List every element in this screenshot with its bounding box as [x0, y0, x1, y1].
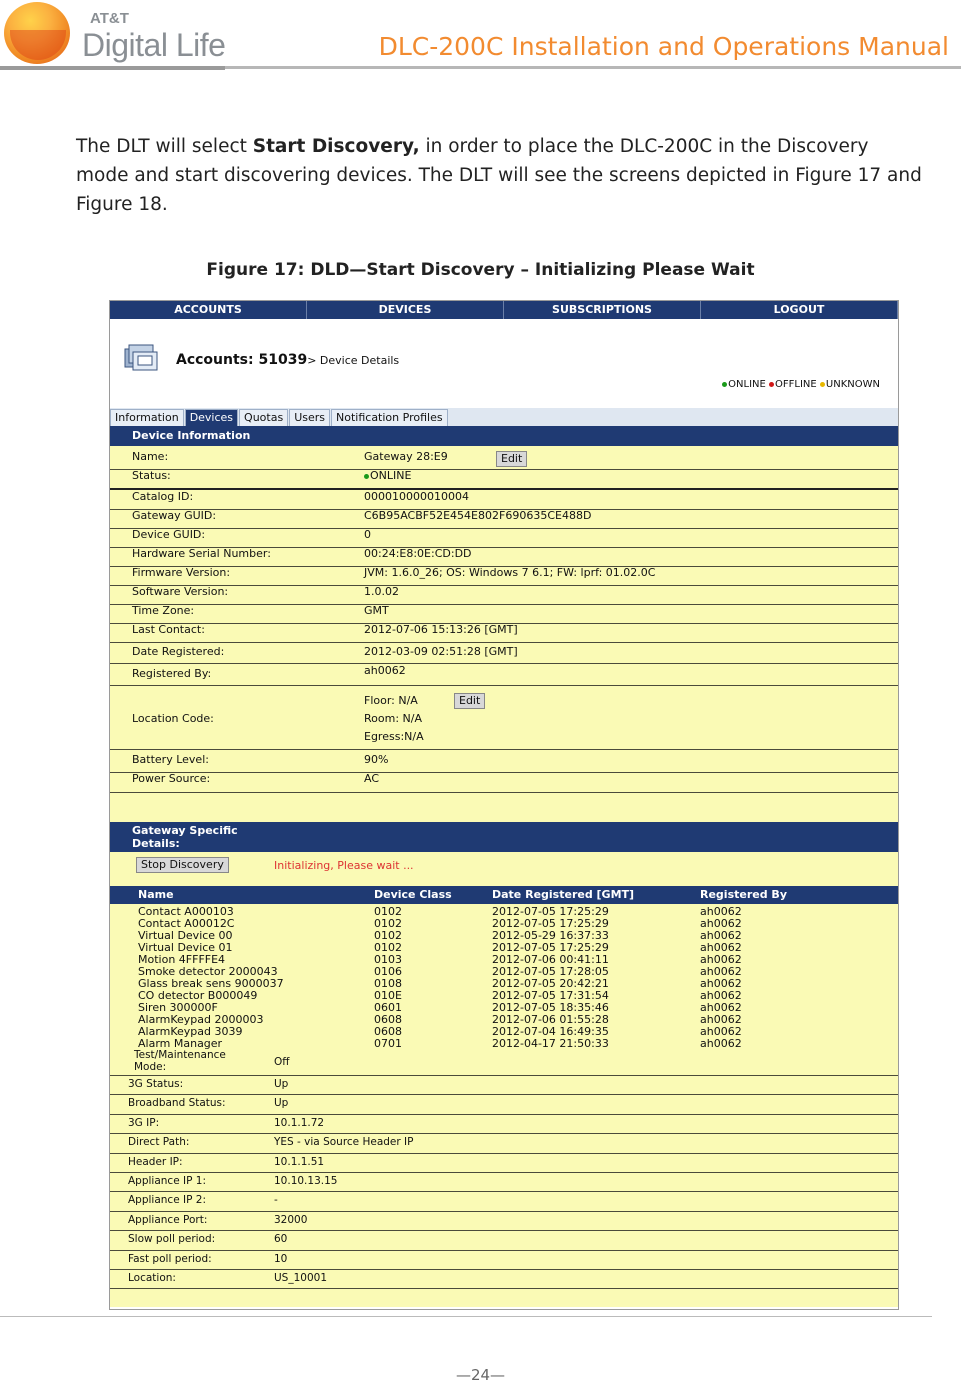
gateway-field-row	[110, 1269, 898, 1289]
att-globe-logo-icon	[4, 2, 70, 64]
field-row	[110, 450, 898, 470]
para-text-post: in order to place the DLC-200C in the Discovery mode and start discovering devices. The DLT will see the screens depicted in Figure 17 and Figure 18.	[76, 136, 922, 215]
registered-by: ah0062	[700, 989, 742, 1002]
registered-by: ah0062	[700, 917, 742, 930]
field-label: Time Zone:	[132, 604, 195, 617]
gateway-field-value: Off	[274, 1056, 290, 1068]
field-label: Software Version:	[132, 585, 229, 598]
gateway-field-label: 3G IP:	[128, 1116, 160, 1129]
gateway-field-value: 10.1.1.51	[274, 1155, 325, 1168]
gateway-field-value: 10	[274, 1252, 288, 1265]
device-name: Alarm Manager	[138, 1037, 223, 1050]
field-value: 00:24:E8:0E:CD:DD	[364, 547, 472, 560]
date-registered: 2012-07-05 17:31:54	[492, 989, 609, 1002]
gateway-field-value: 10.10.13.15	[274, 1175, 338, 1187]
gateway-field-row	[110, 1250, 898, 1270]
field-value: 2012-03-09 02:51:28 [GMT]	[364, 645, 518, 658]
tab-notification-profiles[interactable]: Notification Profiles	[331, 409, 448, 426]
field-label: Catalog ID:	[132, 490, 194, 503]
field-label: Registered By:	[132, 667, 212, 680]
device-class: 0102	[374, 905, 402, 918]
registered-by: ah0062	[700, 977, 742, 990]
nav-devices[interactable]: DEVICES	[307, 301, 504, 319]
gateway-field-row	[110, 1211, 898, 1231]
date-registered: 2012-07-05 17:25:29	[492, 941, 609, 954]
device-info-header	[110, 426, 898, 446]
device-class: 0106	[374, 965, 402, 978]
field-label: Date Registered:	[132, 645, 225, 658]
col-registered-by[interactable]: Registered By	[700, 888, 787, 901]
registered-by: ah0062	[700, 1013, 742, 1026]
location-egress: Egress:N/A	[364, 730, 424, 743]
gateway-field-label: Appliance IP 2:	[128, 1194, 206, 1207]
field-row	[110, 585, 898, 605]
device-name: Virtual Device 01	[138, 941, 233, 954]
date-registered: 2012-07-06 00:41:11	[492, 953, 609, 966]
gateway-field-row	[110, 1075, 898, 1095]
power-value: AC	[364, 772, 380, 785]
gateway-field-row	[110, 1094, 898, 1114]
offline-dot-icon	[769, 382, 774, 387]
field-label: Power Source:	[132, 772, 211, 785]
field-row	[110, 663, 898, 686]
location-room: Room: N/A	[364, 712, 422, 725]
gateway-field-value: YES - via Source Header IP	[274, 1136, 414, 1149]
tab-quotas[interactable]: Quotas	[239, 409, 288, 426]
nav-accounts[interactable]: ACCOUNTS	[110, 301, 307, 319]
gateway-field-value: Up	[274, 1078, 289, 1090]
legend-online: ONLINE	[728, 379, 766, 390]
location-row	[110, 685, 898, 750]
body-paragraph	[76, 132, 926, 219]
date-registered: 2012-07-04 16:49:35	[492, 1025, 609, 1038]
edit-name-button[interactable]: Edit	[496, 451, 527, 467]
date-registered: 2012-05-29 16:37:33	[492, 929, 609, 942]
tab-users[interactable]: Users	[289, 409, 330, 426]
field-value: 000010000010004	[364, 490, 469, 503]
field-value: JVM: 1.6.0_26; OS: Windows 7 6.1; FW: lprf: 01.02.0C	[364, 566, 656, 579]
device-class: 010E	[374, 989, 402, 1002]
date-registered: 2012-07-05 17:28:05	[492, 965, 609, 978]
device-class: 0608	[374, 1013, 402, 1026]
registered-by: ah0062	[700, 1025, 742, 1038]
gateway-field-row	[110, 1191, 898, 1211]
device-name: Motion 4FFFFE4	[138, 953, 226, 966]
document-title: DLC-200C Installation and Operations Manual	[378, 32, 949, 61]
registered-by: ah0062	[700, 941, 742, 954]
field-label: Firmware Version:	[132, 566, 231, 579]
field-label: Gateway GUID:	[132, 509, 217, 522]
edit-location-button[interactable]: Edit	[454, 693, 485, 709]
device-class: 0102	[374, 917, 402, 930]
accounts-title	[176, 352, 399, 368]
gateway-field-row	[110, 1133, 898, 1153]
brand-top: AT&T	[90, 10, 129, 27]
status-text: ONLINE	[370, 469, 412, 482]
date-registered: 2012-07-06 01:55:28	[492, 1013, 609, 1026]
field-value: ah0062	[364, 664, 406, 677]
footer-divider	[0, 1316, 932, 1317]
col-name[interactable]: Name	[138, 888, 174, 901]
field-value: C6B95ACBF52E454E802F690635CE488D	[364, 509, 592, 522]
field-value: 1.0.02	[364, 585, 399, 598]
col-device-class[interactable]: Device Class	[374, 888, 452, 901]
gateway-field-value: 60	[274, 1233, 288, 1246]
field-label: Hardware Serial Number:	[132, 547, 271, 560]
gateway-field-row	[110, 1172, 898, 1192]
gateway-field-row	[110, 1049, 898, 1076]
registered-by: ah0062	[700, 965, 742, 978]
gateway-field-label: Header IP:	[128, 1155, 183, 1168]
field-row	[110, 772, 898, 793]
accounts-number: Accounts: 51039	[176, 352, 308, 368]
device-stack-icon	[124, 343, 158, 371]
account-header	[110, 319, 898, 409]
device-name: Siren 300000F	[138, 1001, 218, 1014]
device-class: 0102	[374, 941, 402, 954]
figure-caption: Figure 17: DLD—Start Discovery – Initializing Please Wait	[206, 260, 755, 280]
gateway-field-label: Slow poll period:	[128, 1233, 216, 1246]
field-label: Device GUID:	[132, 528, 206, 541]
online-dot-icon	[364, 474, 369, 479]
device-name: AlarmKeypad 2000003	[138, 1013, 264, 1026]
gateway-title: Gateway Specific Details:	[132, 824, 238, 850]
field-row	[110, 547, 898, 567]
date-registered: 2012-07-05 17:25:29	[492, 917, 609, 930]
field-row	[110, 753, 898, 773]
device-name: CO detector B000049	[138, 989, 258, 1002]
field-row	[110, 469, 898, 490]
battery-value: 90%	[364, 753, 389, 766]
field-label: Last Contact:	[132, 623, 205, 636]
gateway-field-value: US_10001	[274, 1272, 328, 1284]
device-class: 0108	[374, 977, 402, 990]
field-value: Gateway 28:E9	[364, 450, 448, 463]
field-row	[110, 642, 898, 664]
field-value: 2012-07-06 15:13:26 [GMT]	[364, 623, 518, 636]
gateway-field-value: -	[274, 1194, 278, 1207]
top-nav	[110, 301, 898, 319]
device-name: Virtual Device 00	[138, 929, 233, 942]
online-dot-icon	[722, 382, 727, 387]
breadcrumb[interactable]: > Device Details	[307, 354, 400, 367]
field-value: 0	[364, 528, 371, 541]
discovery-status: Initializing, Please wait ...	[274, 859, 414, 872]
tab-devices[interactable]: Devices	[185, 409, 238, 426]
status-legend	[722, 379, 880, 390]
device-class: 0103	[374, 953, 402, 966]
header-divider-accent	[0, 66, 225, 70]
legend-unknown: UNKNOWN	[825, 379, 880, 390]
registered-by: ah0062	[700, 929, 742, 942]
figure-screenshot	[109, 300, 899, 1310]
gateway-field-label: Location:	[128, 1272, 176, 1284]
unknown-dot-icon	[820, 382, 825, 387]
device-class: 0102	[374, 929, 402, 942]
gateway-field-row	[110, 1114, 898, 1134]
col-date-registered[interactable]: Date Registered [GMT]	[492, 888, 635, 901]
registered-by: ah0062	[700, 1037, 742, 1050]
location-floor: Floor: N/A	[364, 694, 418, 707]
device-name: AlarmKeypad 3039	[138, 1025, 243, 1038]
field-row	[110, 623, 898, 643]
field-label: Status:	[132, 469, 171, 482]
page-number: —24—	[455, 1366, 506, 1384]
field-row	[110, 509, 898, 529]
gateway-field-label: Test/Maintenance Mode:	[134, 1049, 226, 1073]
field-row	[110, 566, 898, 586]
gateway-field-row	[110, 1230, 898, 1250]
device-class: 0608	[374, 1025, 402, 1038]
tab-bar	[110, 408, 898, 426]
tab-information[interactable]: Information	[110, 409, 184, 426]
registered-by: ah0062	[700, 953, 742, 966]
field-row	[110, 490, 898, 510]
device-table-header	[110, 886, 898, 904]
date-registered: 2012-07-05 20:42:21	[492, 977, 609, 990]
page-header	[0, 0, 961, 70]
device-name: Smoke detector 2000043	[138, 965, 278, 978]
nav-logout[interactable]: LOGOUT	[701, 301, 898, 319]
gateway-field-value: 32000	[274, 1213, 308, 1226]
field-value: GMT	[364, 604, 389, 617]
field-row	[110, 604, 898, 624]
legend-offline: OFFLINE	[775, 379, 817, 390]
gateway-field-label: 3G Status:	[128, 1078, 184, 1090]
field-label: Location Code:	[132, 712, 214, 725]
gateway-field-value: Up	[274, 1097, 289, 1110]
device-class: 0701	[374, 1037, 402, 1050]
device-name: Contact A00012C	[138, 917, 235, 930]
para-text-pre: The DLT will select	[76, 136, 253, 157]
device-info-title: Device Information	[132, 429, 251, 442]
date-registered: 2012-07-05 17:25:29	[492, 905, 609, 918]
device-class: 0601	[374, 1001, 402, 1014]
device-name: Contact A000103	[138, 905, 234, 918]
registered-by: ah0062	[700, 905, 742, 918]
field-label: Name:	[132, 450, 169, 463]
stop-discovery-button[interactable]: Stop Discovery	[136, 857, 229, 873]
field-label: Battery Level:	[132, 753, 209, 766]
status-value	[364, 469, 411, 482]
nav-subscriptions[interactable]: SUBSCRIPTIONS	[504, 301, 701, 319]
gateway-field-value: 10.1.1.72	[274, 1116, 325, 1129]
gateway-field-row	[110, 1153, 898, 1173]
gateway-field-label: Fast poll period:	[128, 1252, 212, 1265]
date-registered: 2012-04-17 21:50:33	[492, 1037, 609, 1050]
gateway-specific-header	[110, 822, 898, 852]
brand-main: Digital Life	[82, 27, 226, 63]
para-text-bold: Start Discovery,	[252, 136, 420, 157]
field-row	[110, 528, 898, 548]
gateway-field-label: Appliance Port:	[128, 1213, 208, 1226]
registered-by: ah0062	[700, 1001, 742, 1014]
device-name: Glass break sens 9000037	[138, 977, 284, 990]
gateway-field-label: Broadband Status:	[128, 1097, 226, 1110]
gateway-field-label: Direct Path:	[128, 1136, 190, 1149]
gateway-field-label: Appliance IP 1:	[128, 1175, 206, 1187]
date-registered: 2012-07-05 18:35:46	[492, 1001, 609, 1014]
